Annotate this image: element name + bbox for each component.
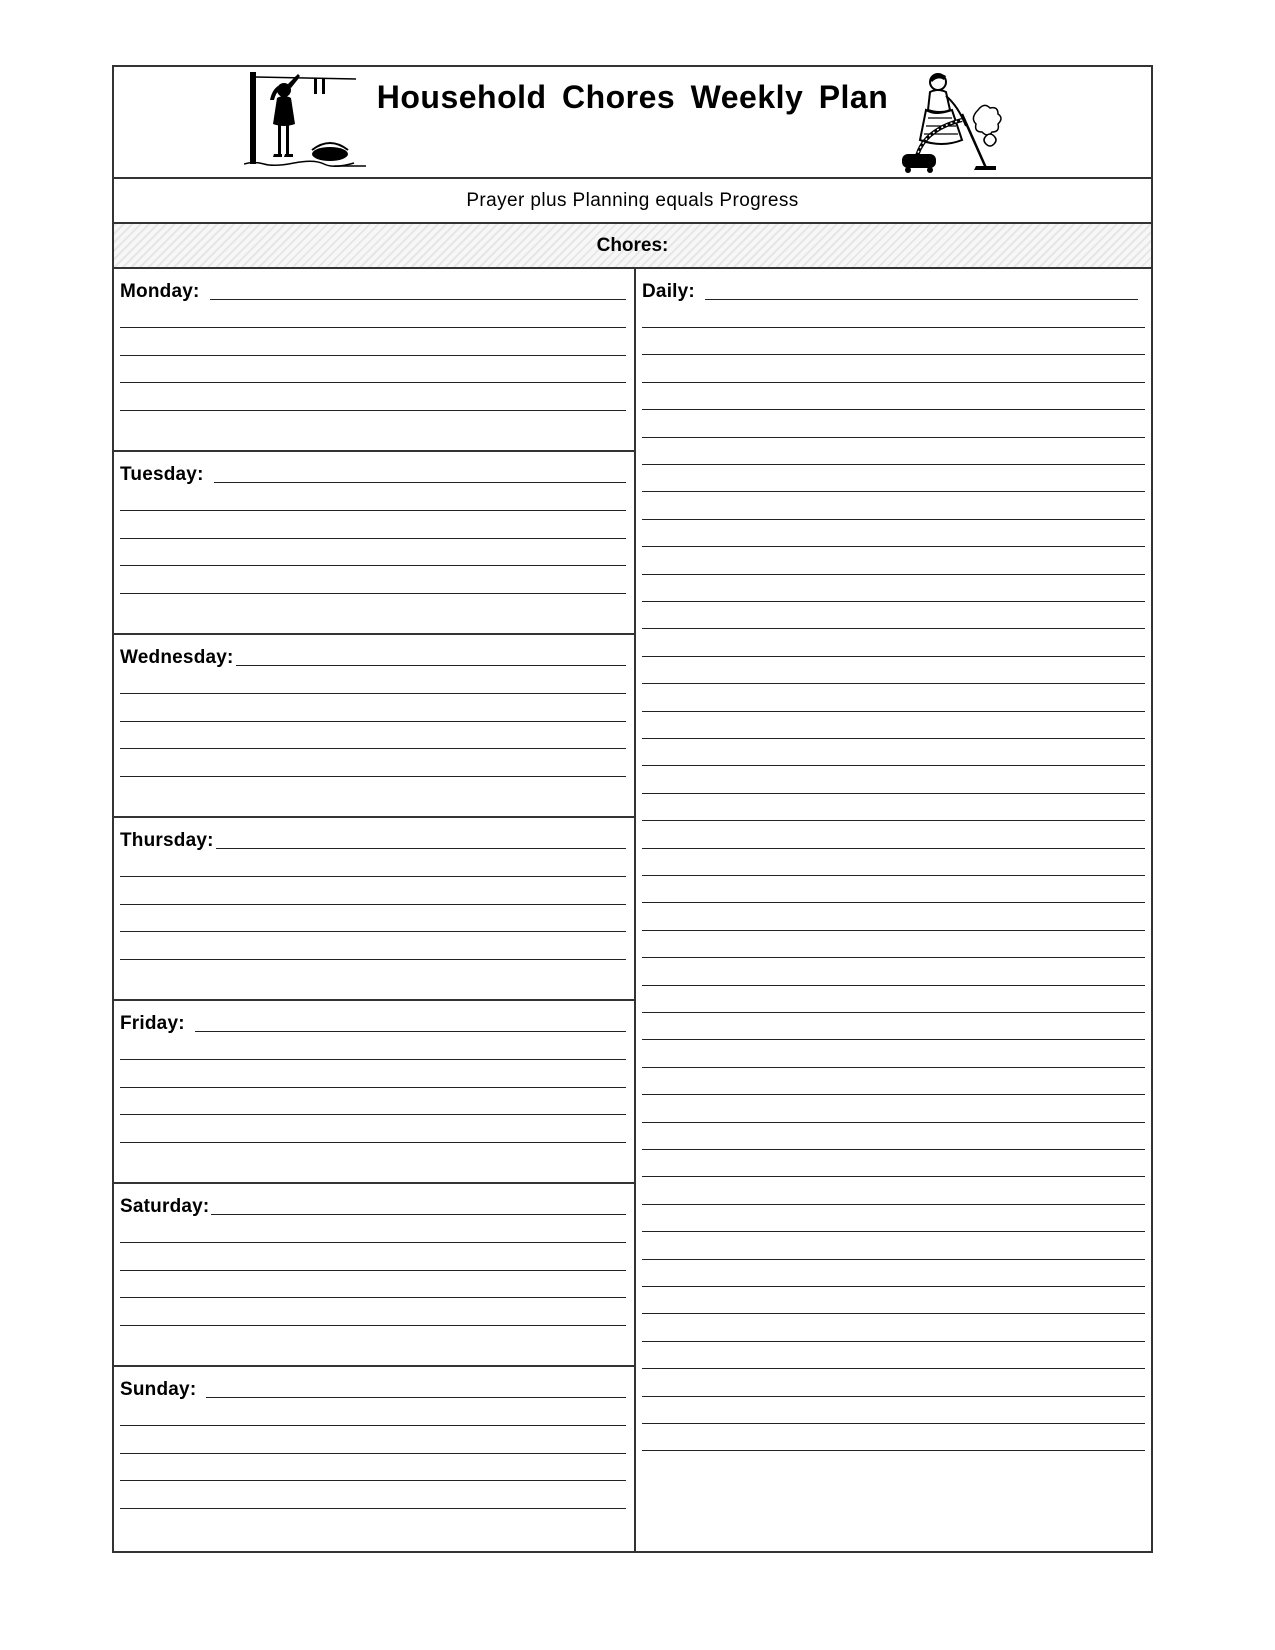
daily-writing-line[interactable] (642, 1423, 1145, 1424)
writing-line[interactable] (120, 510, 626, 511)
daily-writing-line[interactable] (642, 1039, 1145, 1040)
day-header-line[interactable] (236, 665, 626, 666)
daily-writing-line[interactable] (642, 1341, 1145, 1342)
writing-line[interactable] (120, 1453, 626, 1454)
writing-line[interactable] (120, 721, 626, 722)
writing-line[interactable] (120, 776, 626, 777)
daily-writing-line[interactable] (642, 765, 1145, 766)
daily-writing-line[interactable] (642, 464, 1145, 465)
writing-line[interactable] (120, 693, 626, 694)
daily-writing-line[interactable] (642, 1313, 1145, 1314)
daily-writing-line[interactable] (642, 1122, 1145, 1123)
day-header-line[interactable] (216, 848, 626, 849)
daily-writing-line[interactable] (642, 1012, 1145, 1013)
daily-writing-line[interactable] (642, 1094, 1145, 1095)
writing-line[interactable] (120, 959, 626, 960)
daily-writing-line[interactable] (642, 902, 1145, 903)
writing-line[interactable] (120, 904, 626, 905)
day-label-saturday: Saturday: (120, 1196, 210, 1217)
day-label-sunday: Sunday: (120, 1379, 197, 1400)
writing-line[interactable] (120, 382, 626, 383)
daily-writing-line[interactable] (642, 820, 1145, 821)
writing-line[interactable] (120, 565, 626, 566)
weekday-column (114, 269, 634, 1553)
daily-writing-line[interactable] (642, 1204, 1145, 1205)
day-label-tuesday: Tuesday: (120, 464, 204, 485)
header (114, 67, 1151, 179)
daily-writing-line[interactable] (642, 327, 1145, 328)
day-section-friday (114, 1001, 634, 1184)
daily-writing-line[interactable] (642, 628, 1145, 629)
daily-label: Daily: (642, 281, 695, 302)
daily-writing-line[interactable] (642, 601, 1145, 602)
day-label-thursday: Thursday: (120, 830, 214, 851)
writing-line[interactable] (120, 355, 626, 356)
writing-line[interactable] (120, 538, 626, 539)
day-header-line[interactable] (214, 482, 626, 483)
daily-writing-line[interactable] (642, 848, 1145, 849)
writing-line[interactable] (120, 1425, 626, 1426)
woman-vacuuming-icon (896, 70, 1006, 174)
daily-writing-line[interactable] (642, 1450, 1145, 1451)
day-label-monday: Monday: (120, 281, 200, 302)
writing-line[interactable] (120, 1508, 626, 1509)
writing-line[interactable] (120, 1242, 626, 1243)
daily-writing-line[interactable] (642, 1396, 1145, 1397)
writing-line[interactable] (120, 1270, 626, 1271)
writing-line[interactable] (120, 1325, 626, 1326)
day-header-line[interactable] (206, 1397, 626, 1398)
daily-writing-line[interactable] (642, 1368, 1145, 1369)
daily-writing-line[interactable] (642, 491, 1145, 492)
day-section-thursday (114, 818, 634, 1001)
writing-line[interactable] (120, 1087, 626, 1088)
daily-header-line[interactable] (705, 299, 1138, 300)
daily-writing-line[interactable] (642, 1259, 1145, 1260)
writing-line[interactable] (120, 593, 626, 594)
daily-writing-line[interactable] (642, 1286, 1145, 1287)
day-label-friday: Friday: (120, 1013, 185, 1034)
day-section-monday (114, 269, 634, 452)
day-section-tuesday (114, 452, 634, 635)
writing-line[interactable] (120, 1059, 626, 1060)
daily-writing-line[interactable] (642, 574, 1145, 575)
writing-line[interactable] (120, 1480, 626, 1481)
daily-writing-line[interactable] (642, 1231, 1145, 1232)
writing-line[interactable] (120, 876, 626, 877)
writing-line[interactable] (120, 1297, 626, 1298)
day-header-line[interactable] (210, 299, 626, 300)
daily-writing-line[interactable] (642, 1067, 1145, 1068)
daily-writing-line[interactable] (642, 711, 1145, 712)
chores-heading: Chores: (114, 224, 1151, 269)
daily-writing-line[interactable] (642, 957, 1145, 958)
daily-writing-line[interactable] (642, 985, 1145, 986)
writing-line[interactable] (120, 931, 626, 932)
writing-line[interactable] (120, 1114, 626, 1115)
daily-writing-line[interactable] (642, 546, 1145, 547)
daily-writing-line[interactable] (642, 683, 1145, 684)
writing-line[interactable] (120, 748, 626, 749)
chore-plan-sheet (112, 65, 1153, 1553)
writing-line[interactable] (120, 327, 626, 328)
daily-writing-line[interactable] (642, 354, 1145, 355)
daily-writing-line[interactable] (642, 519, 1145, 520)
daily-writing-line[interactable] (642, 738, 1145, 739)
writing-line[interactable] (120, 1142, 626, 1143)
day-label-wednesday: Wednesday: (120, 647, 234, 668)
daily-writing-line[interactable] (642, 409, 1145, 410)
day-header-line[interactable] (211, 1214, 626, 1215)
daily-writing-line[interactable] (642, 1176, 1145, 1177)
daily-writing-line[interactable] (642, 930, 1145, 931)
writing-line[interactable] (120, 410, 626, 411)
daily-writing-line[interactable] (642, 656, 1145, 657)
daily-writing-line[interactable] (642, 437, 1145, 438)
daily-writing-line[interactable] (642, 382, 1145, 383)
day-header-line[interactable] (195, 1031, 626, 1032)
motto-banner: Prayer plus Planning equals Progress (114, 179, 1151, 224)
daily-writing-line[interactable] (642, 1149, 1145, 1150)
page-title: Household Chores Weekly Plan (376, 79, 889, 115)
day-section-sunday (114, 1367, 634, 1553)
daily-column (636, 269, 1153, 1553)
day-section-wednesday (114, 635, 634, 818)
daily-writing-line[interactable] (642, 875, 1145, 876)
daily-writing-line[interactable] (642, 793, 1145, 794)
day-section-saturday (114, 1184, 634, 1367)
